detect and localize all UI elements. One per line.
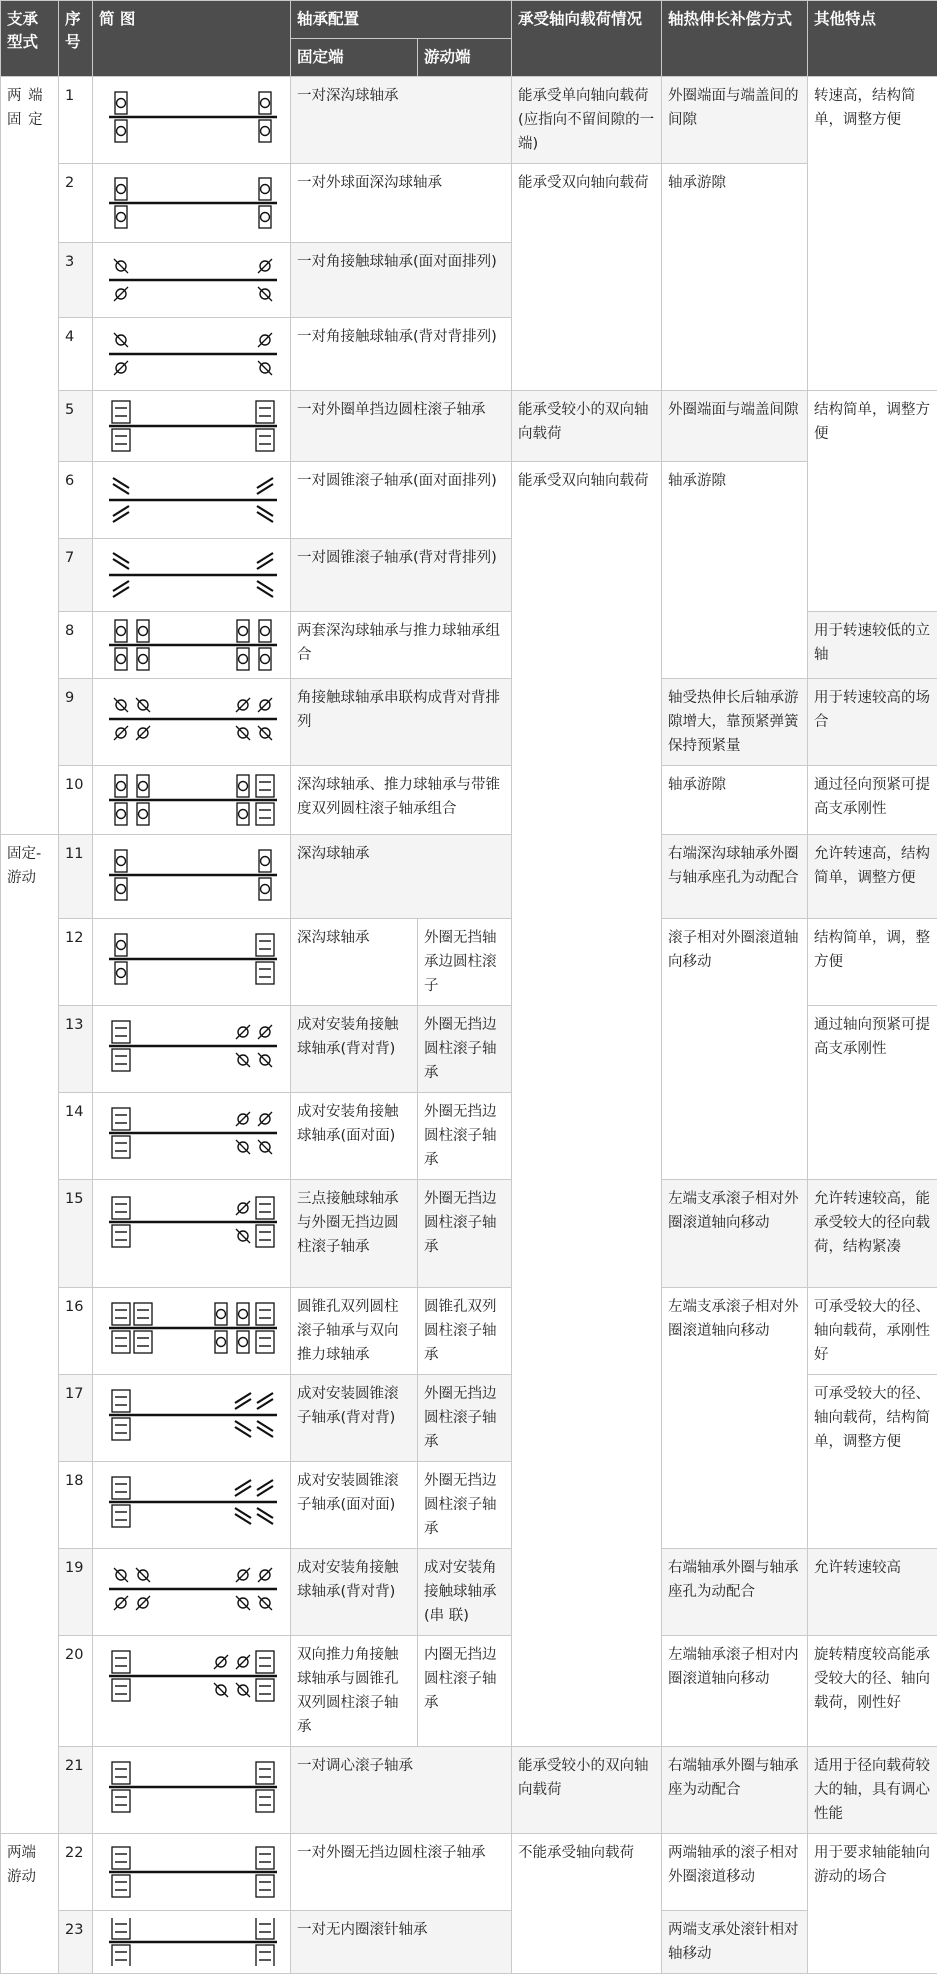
row-number: 22 bbox=[59, 1834, 93, 1911]
other-features: 可承受较大的径、轴向载荷，结构简单，调整方便 bbox=[808, 1375, 937, 1549]
table-row bbox=[1, 391, 937, 462]
bearing-config: 一对深沟球轴承 bbox=[291, 77, 512, 164]
compensation: 左端支承滚子相对外圈滚道轴向移动 bbox=[662, 1288, 808, 1549]
bearing-housing bbox=[256, 934, 274, 956]
bearing-housing bbox=[112, 1875, 130, 1897]
compensation: 左端支承滚子相对外圈滚道轴向移动 bbox=[662, 1180, 808, 1288]
bearing-sketch bbox=[93, 1549, 291, 1636]
bearing-housing bbox=[112, 1197, 130, 1219]
axial-load: 不能承受轴向载荷 bbox=[512, 1834, 662, 1974]
bearing-sketch bbox=[93, 1375, 291, 1462]
bearing-housing bbox=[256, 1918, 274, 1939]
ball-symbol bbox=[261, 655, 270, 664]
ball-symbol bbox=[117, 127, 126, 136]
bearing-config: 一对圆锥滚子轴承(背对背排列) bbox=[291, 539, 512, 612]
bearing-housing bbox=[112, 1477, 130, 1499]
floating-end: 外圈无挡轴承边圆柱滚子 bbox=[418, 919, 512, 1006]
bearing-sketch bbox=[93, 77, 291, 164]
compensation: 轴承游隙 bbox=[662, 766, 808, 835]
ball-symbol bbox=[139, 782, 148, 791]
table-row bbox=[1, 1549, 937, 1636]
bearing-sketch bbox=[93, 1093, 291, 1180]
bearing-config: 深沟球轴承 bbox=[291, 835, 512, 919]
row-number: 21 bbox=[59, 1747, 93, 1834]
ball-symbol bbox=[261, 857, 270, 866]
compensation: 左端轴承滚子相对内圈滚道轴向移动 bbox=[662, 1636, 808, 1747]
bearing-config: 一对圆锥滚子轴承(面对面排列) bbox=[291, 462, 512, 539]
row-number: 9 bbox=[59, 679, 93, 766]
ball-symbol bbox=[239, 810, 248, 819]
row-number: 18 bbox=[59, 1462, 93, 1549]
compensation: 轴承游隙 bbox=[662, 462, 808, 679]
bearing-sketch bbox=[93, 391, 291, 462]
row-number: 12 bbox=[59, 919, 93, 1006]
ball-symbol bbox=[239, 1338, 248, 1347]
other-features: 用于要求轴能轴向游动的场合 bbox=[808, 1834, 937, 1974]
bearing-config: 一对角接触球轴承(面对面排列) bbox=[291, 243, 512, 318]
table-row bbox=[1, 679, 937, 766]
bearing-sketch bbox=[93, 1288, 291, 1375]
bearing-housing bbox=[134, 1331, 152, 1353]
row-number: 6 bbox=[59, 462, 93, 539]
header-compensation: 轴热伸长补偿方式 bbox=[662, 1, 808, 77]
table-row bbox=[1, 1636, 937, 1747]
row-number: 20 bbox=[59, 1636, 93, 1747]
bearing-config: 一对外球面深沟球轴承 bbox=[291, 164, 512, 243]
table-row bbox=[1, 77, 937, 164]
bearing-housing bbox=[256, 1331, 274, 1353]
fixed-end: 深沟球轴承 bbox=[291, 919, 418, 1006]
row-number: 1 bbox=[59, 77, 93, 164]
bearing-sketch-svg bbox=[99, 325, 287, 383]
bearing-sketch-svg bbox=[99, 1013, 287, 1079]
ball-symbol bbox=[261, 885, 270, 894]
bearing-sketch-svg bbox=[99, 1295, 287, 1361]
row-number: 2 bbox=[59, 164, 93, 243]
bearing-housing bbox=[112, 1049, 130, 1071]
axial-load: 能承受双向轴向载荷 bbox=[512, 164, 662, 391]
ball-symbol bbox=[117, 213, 126, 222]
bearing-sketch-svg bbox=[99, 1100, 287, 1166]
ball-symbol bbox=[261, 127, 270, 136]
fixed-end: 成对安装圆锥滚子轴承(背对背) bbox=[291, 1375, 418, 1462]
bearing-housing bbox=[112, 1651, 130, 1673]
bearing-housing bbox=[112, 1945, 130, 1966]
bearing-sketch-svg bbox=[99, 1556, 287, 1622]
bearing-housing bbox=[112, 1108, 130, 1130]
bearing-sketch-svg bbox=[99, 250, 287, 310]
row-number: 11 bbox=[59, 835, 93, 919]
bearing-housing bbox=[256, 1679, 274, 1701]
bearing-sketch bbox=[93, 1834, 291, 1911]
other-features: 用于转速较高的场合 bbox=[808, 679, 937, 766]
ball-symbol bbox=[239, 627, 248, 636]
fixed-end: 成对安装角接触球轴承(背对背) bbox=[291, 1549, 418, 1636]
row-number: 8 bbox=[59, 612, 93, 679]
group-label: 两 端 固 定 bbox=[1, 77, 59, 835]
bearing-config: 两套深沟球轴承与推力球轴承组合 bbox=[291, 612, 512, 679]
row-number: 16 bbox=[59, 1288, 93, 1375]
compensation: 外圈端面与端盖间隙 bbox=[662, 391, 808, 462]
fixed-end: 成对安装角接触球轴承(背对背) bbox=[291, 1006, 418, 1093]
header-floating-end: 游动端 bbox=[418, 39, 512, 77]
header-other: 其他特点 bbox=[808, 1, 937, 77]
compensation: 右端轴承外圈与轴承座为动配合 bbox=[662, 1747, 808, 1834]
bearing-housing bbox=[112, 1390, 130, 1412]
bearing-sketch bbox=[93, 835, 291, 919]
bearing-sketch-svg bbox=[99, 1754, 287, 1820]
bearing-sketch-svg bbox=[99, 1469, 287, 1535]
ball-symbol bbox=[239, 782, 248, 791]
bearing-sketch bbox=[93, 1180, 291, 1288]
other-features: 用于转速较低的立轴 bbox=[808, 612, 937, 679]
ball-symbol bbox=[239, 655, 248, 664]
bearing-housing bbox=[112, 429, 130, 451]
ball-symbol bbox=[117, 810, 126, 819]
ball-symbol bbox=[117, 969, 126, 978]
row-number: 23 bbox=[59, 1911, 93, 1974]
floating-end: 成对安装角接触球轴承(串 联) bbox=[418, 1549, 512, 1636]
axial-load: 能承受单向轴向载荷(应指向不留间隙的一端) bbox=[512, 77, 662, 164]
bearing-housing bbox=[256, 1875, 274, 1897]
bearing-sketch bbox=[93, 766, 291, 835]
bearing-sketch-svg bbox=[99, 1841, 287, 1903]
bearing-housing bbox=[112, 1303, 130, 1325]
ball-symbol bbox=[217, 1338, 226, 1347]
bearing-config: 一对调心滚子轴承 bbox=[291, 1747, 512, 1834]
row-number: 4 bbox=[59, 318, 93, 391]
fixed-end: 三点接触球轴承与外圈无挡边圆柱滚子轴承 bbox=[291, 1180, 418, 1288]
bearing-sketch-svg bbox=[99, 619, 287, 671]
other-features: 允许转速较高，能承受较大的径向载荷，结构紧凑 bbox=[808, 1180, 937, 1288]
bearing-sketch bbox=[93, 318, 291, 391]
bearing-sketch bbox=[93, 164, 291, 243]
bearing-housing bbox=[256, 1225, 274, 1247]
other-features: 允许转速较高 bbox=[808, 1549, 937, 1636]
bearing-sketch bbox=[93, 1636, 291, 1747]
bearing-housing bbox=[256, 962, 274, 984]
compensation: 两端轴承的滚子相对外圈滚道移动 bbox=[662, 1834, 808, 1911]
bearing-housing bbox=[112, 1331, 130, 1353]
bearing-sketch bbox=[93, 1462, 291, 1549]
floating-end: 外圈无挡边圆柱滚子轴承 bbox=[418, 1375, 512, 1462]
bearing-sketch-svg bbox=[99, 398, 287, 454]
bearing-sketch-svg bbox=[99, 84, 287, 150]
ball-symbol bbox=[261, 99, 270, 108]
floating-end: 外圈无挡边圆柱滚子轴承 bbox=[418, 1093, 512, 1180]
axial-load: 能承受双向轴向载荷 bbox=[512, 462, 662, 1747]
bearing-housing bbox=[256, 775, 274, 797]
ball-symbol bbox=[117, 185, 126, 194]
axial-load: 能承受较小的双向轴向载荷 bbox=[512, 391, 662, 462]
table-row bbox=[1, 766, 937, 835]
bearing-sketch-svg bbox=[99, 1187, 287, 1257]
row-number: 15 bbox=[59, 1180, 93, 1288]
group-label: 两端 游动 bbox=[1, 1834, 59, 1974]
bearing-sketch-svg bbox=[99, 686, 287, 752]
other-features: 旋转精度较高能承受较大的径、轴向载荷，刚性好 bbox=[808, 1636, 937, 1747]
compensation: 两端支承处滚针相对轴移动 bbox=[662, 1911, 808, 1974]
bearing-config: 一对无内圈滚针轴承 bbox=[291, 1911, 512, 1974]
bearing-housing bbox=[256, 1847, 274, 1869]
fixed-end: 圆锥孔双列圆柱滚子轴承与双向推力球轴承 bbox=[291, 1288, 418, 1375]
header-serial: 序号 bbox=[59, 1, 93, 77]
compensation: 滚子相对外圈滚道轴向移动 bbox=[662, 919, 808, 1180]
compensation: 右端深沟球轴承外圈与轴承座孔为动配合 bbox=[662, 835, 808, 919]
bearing-sketch bbox=[93, 462, 291, 539]
compensation: 外圈端面与端盖间的间隙 bbox=[662, 77, 808, 164]
ball-symbol bbox=[217, 1310, 226, 1319]
table-row bbox=[1, 835, 937, 919]
table-row bbox=[1, 1834, 937, 1911]
bearing-housing bbox=[256, 1762, 274, 1784]
bearing-housing bbox=[112, 1847, 130, 1869]
bearing-sketch-svg bbox=[99, 773, 287, 827]
compensation: 右端轴承外圈与轴承座孔为动配合 bbox=[662, 1549, 808, 1636]
ball-symbol bbox=[239, 1310, 248, 1319]
header-fixed-end: 固定端 bbox=[291, 39, 418, 77]
other-features: 允许转速高，结构简单，调整方便 bbox=[808, 835, 937, 919]
header-support-type: 支承型式 bbox=[1, 1, 59, 77]
bearing-housing bbox=[256, 1790, 274, 1812]
bearing-housing bbox=[256, 1303, 274, 1325]
floating-end: 内圈无挡边圆柱滚子轴承 bbox=[418, 1636, 512, 1747]
table-row bbox=[1, 1747, 937, 1834]
table-row bbox=[1, 1911, 937, 1974]
bearing-sketch-svg bbox=[99, 171, 287, 235]
bearing-sketch bbox=[93, 243, 291, 318]
bearing-housing bbox=[112, 1505, 130, 1527]
bearing-housing bbox=[112, 1136, 130, 1158]
bearing-sketch bbox=[93, 539, 291, 612]
ball-symbol bbox=[261, 185, 270, 194]
fixed-end: 成对安装圆锥滚子轴承(面对面) bbox=[291, 1462, 418, 1549]
bearing-housing bbox=[112, 401, 130, 423]
fixed-end: 成对安装角接触球轴承(面对面) bbox=[291, 1093, 418, 1180]
floating-end: 外圈无挡边圆柱滚子轴承 bbox=[418, 1006, 512, 1093]
other-features: 可承受较大的径、轴向载荷，承刚性好 bbox=[808, 1288, 937, 1375]
other-features: 通过径向预紧可提高支承刚性 bbox=[808, 766, 937, 835]
row-number: 5 bbox=[59, 391, 93, 462]
bearing-housing bbox=[256, 401, 274, 423]
ball-symbol bbox=[117, 782, 126, 791]
bearing-sketch-svg bbox=[99, 1382, 287, 1448]
ball-symbol bbox=[261, 627, 270, 636]
bearing-sketch-svg bbox=[99, 1643, 287, 1709]
row-number: 3 bbox=[59, 243, 93, 318]
bearing-housing bbox=[112, 1679, 130, 1701]
row-number: 14 bbox=[59, 1093, 93, 1180]
bearing-housing bbox=[134, 1303, 152, 1325]
row-number: 19 bbox=[59, 1549, 93, 1636]
bearing-housing bbox=[256, 429, 274, 451]
other-features: 结构简单，调整方便 bbox=[808, 391, 937, 612]
bearing-config: 一对外圈无挡边圆柱滚子轴承 bbox=[291, 1834, 512, 1911]
other-features: 转速高，结构简单，调整方便 bbox=[808, 77, 937, 391]
ball-symbol bbox=[117, 655, 126, 664]
bearing-housing bbox=[256, 1197, 274, 1219]
bearing-config: 一对角接触球轴承(背对背排列) bbox=[291, 318, 512, 391]
ball-symbol bbox=[117, 941, 126, 950]
bearing-sketch bbox=[93, 1911, 291, 1974]
table-row bbox=[1, 1288, 937, 1375]
header-sketch: 简 图 bbox=[93, 1, 291, 77]
bearing-housing bbox=[256, 803, 274, 825]
row-number: 13 bbox=[59, 1006, 93, 1093]
row-number: 17 bbox=[59, 1375, 93, 1462]
bearing-config: 一对外圈单挡边圆柱滚子轴承 bbox=[291, 391, 512, 462]
ball-symbol bbox=[117, 885, 126, 894]
bearing-housing bbox=[256, 1651, 274, 1673]
bearing-housing bbox=[112, 1225, 130, 1247]
compensation: 轴受热伸长后轴承游隙增大，靠预紧弹簧保持预紧量 bbox=[662, 679, 808, 766]
bearing-housing bbox=[256, 1945, 274, 1966]
table-row bbox=[1, 1180, 937, 1288]
bearing-sketch bbox=[93, 1006, 291, 1093]
bearing-housing bbox=[112, 1418, 130, 1440]
row-number: 10 bbox=[59, 766, 93, 835]
bearing-config: 角接触球轴承串联构成背对背排列 bbox=[291, 679, 512, 766]
bearing-sketch bbox=[93, 1747, 291, 1834]
compensation: 轴承游隙 bbox=[662, 164, 808, 391]
table-row bbox=[1, 164, 937, 243]
ball-symbol bbox=[139, 627, 148, 636]
floating-end: 外圈无挡边圆柱滚子轴承 bbox=[418, 1180, 512, 1288]
bearing-sketch-svg bbox=[99, 469, 287, 531]
group-label: 固定-游动 bbox=[1, 835, 59, 1834]
bearing-housing bbox=[112, 1762, 130, 1784]
floating-end: 圆锥孔双列圆柱滚子轴承 bbox=[418, 1288, 512, 1375]
bearing-sketch-svg bbox=[99, 1918, 287, 1966]
other-features: 结构简单，调，整方便 bbox=[808, 919, 937, 1006]
table-row bbox=[1, 462, 937, 539]
bearing-sketch bbox=[93, 679, 291, 766]
table-row bbox=[1, 919, 937, 1006]
other-features: 通过轴向预紧可提高支承刚性 bbox=[808, 1006, 937, 1180]
fixed-end: 双向推力角接触球轴承与圆锥孔双列圆柱滚子轴承 bbox=[291, 1636, 418, 1747]
floating-end: 外圈无挡边圆柱滚子轴承 bbox=[418, 1462, 512, 1549]
ball-symbol bbox=[117, 99, 126, 108]
ball-symbol bbox=[261, 213, 270, 222]
ball-symbol bbox=[117, 857, 126, 866]
other-features: 适用于径向载荷较大的轴，具有调心性能 bbox=[808, 1747, 937, 1834]
row-number: 7 bbox=[59, 539, 93, 612]
bearing-housing bbox=[112, 1021, 130, 1043]
bearing-sketch-svg bbox=[99, 842, 287, 908]
bearing-housing bbox=[112, 1790, 130, 1812]
bearing-housing bbox=[112, 1918, 130, 1939]
bearing-config: 深沟球轴承、推力球轴承与带锥度双列圆柱滚子轴承组合 bbox=[291, 766, 512, 835]
axial-load: 能承受较小的双向轴向载荷 bbox=[512, 1747, 662, 1834]
ball-symbol bbox=[139, 810, 148, 819]
header-bearing-config: 轴承配置 bbox=[291, 1, 512, 39]
ball-symbol bbox=[139, 655, 148, 664]
bearing-sketch bbox=[93, 612, 291, 679]
ball-symbol bbox=[117, 627, 126, 636]
bearing-sketch bbox=[93, 919, 291, 1006]
header-axial-load: 承受轴向载荷情况 bbox=[512, 1, 662, 77]
bearing-sketch-svg bbox=[99, 546, 287, 604]
bearing-sketch-svg bbox=[99, 926, 287, 992]
